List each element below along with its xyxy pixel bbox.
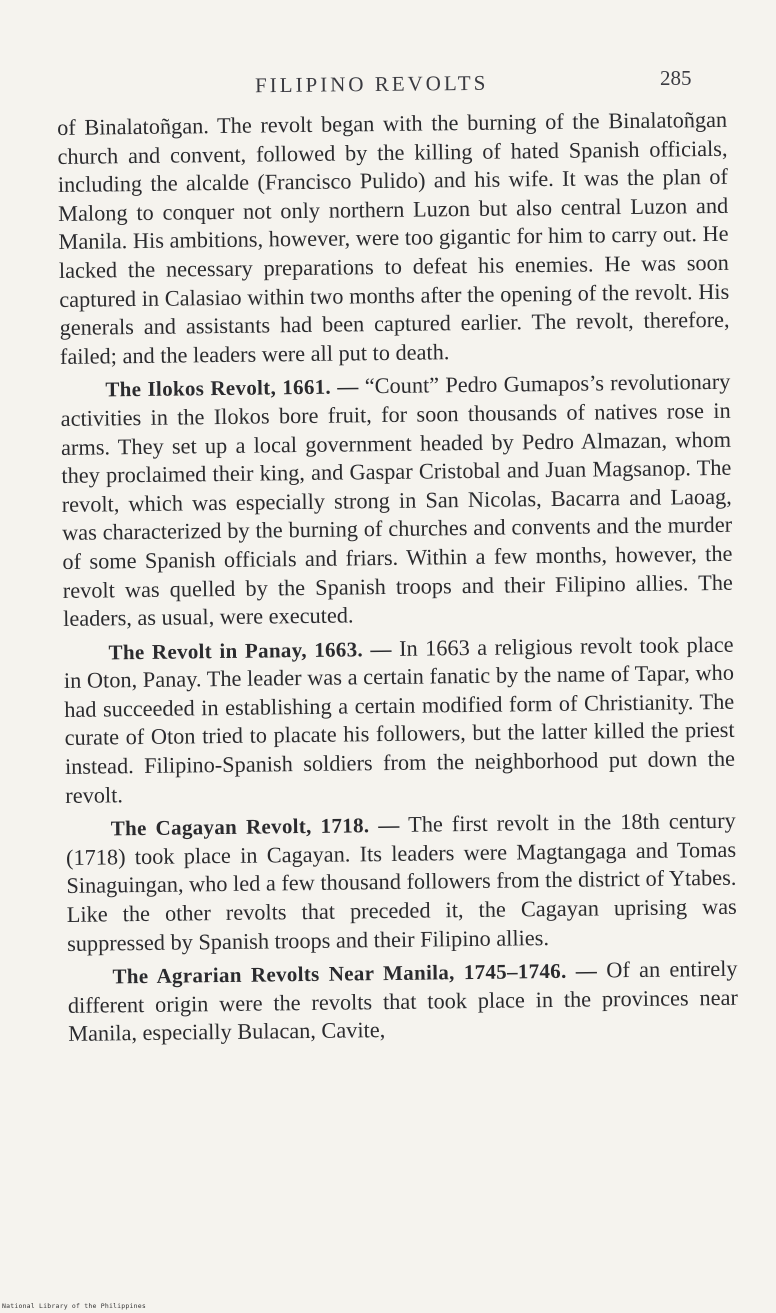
paragraph-binalatongan <box>57 106 730 372</box>
paragraph-text: Of an entirely different origin were the revolts that took place in the provinces near Manila, especially Bulacan, Cavite, <box>67 955 738 1047</box>
section-heading-agrarian: The Agrarian Revolts Near Manila, 1745–1746. — <box>112 958 598 989</box>
paragraph-panay-revolt <box>63 630 735 810</box>
paragraph-text: The first revolt in the 18th century (1718) took place in Cagayan. Its leaders were Magtangaga and Tomas Sinaguingan, who led a few thousand followers from the district of Ytabes. Like the other revolts that preceded it, the Cagayan uprising was suppressed by Spanish troops and their Filipino allies. <box>65 808 737 956</box>
paragraph-text: of Binalatoñgan. The revolt began with the burning of the Binalatoñgan church and convent, followed by the killing of hated Spanish officials, including the alcalde (Francisco Pulido) and his wife. It was the plan of Malong to conquer not only northern Luzon but also central Luzon and Manila. His ambitions, however, were too gigantic for him to carry out. He lacked the necessary preparations to defeat his enemies. He was soon captured in Calasiao within two months after the opening of the revolt. His generals and assistants had been captured earlier. The revolt, therefore, failed; and the leaders were all put to death. <box>57 106 730 369</box>
paragraph-text: “Count” Pedro Gumapos’s revolutionary activities in the Ilokos bore fruit, for soon thousands of natives rose in arms. They set up a local government headed by Pedro Almazan, whom they proclaimed their king, and Gaspar Cristobal and Juan Magsanop. The revolt, which was especially strong in San Nicolas, Bacarra and Laoag, was characterized by the burning of churches and convents and the murder of some Spanish officials and friars. Within a few months, however, the revolt was quelled by the Spanish troops and their Filipino allies. The leaders, as usual, were executed. <box>60 369 733 632</box>
library-credit: National Library of the Philippines <box>2 1302 146 1310</box>
paragraph-agrarian-revolts <box>67 955 738 1049</box>
paragraph-cagayan-revolt <box>66 807 738 958</box>
body-text <box>57 106 738 1054</box>
paragraph-ilokos-revolt <box>60 368 733 634</box>
section-heading-ilokos: The Ilokos Revolt, 1661. — <box>105 374 359 402</box>
section-heading-panay: The Revolt in Panay, 1663. — <box>108 636 392 665</box>
paragraph-text: In 1663 a religious revolt took place in Oton, Panay. The leader was a certain fanatic by the name of Tapar, who had succeeded in establishing a certain modified form of Christianity. The curate of Oton tried to placate his followers, but the latter killed the priest instead. Filipino-Spanish soldiers from the neighborhood put down the revolt. <box>63 631 736 808</box>
running-head <box>0 68 776 98</box>
running-title: FILIPINO REVOLTS <box>254 70 489 98</box>
page-number: 285 <box>660 66 692 90</box>
section-heading-cagayan: The Cagayan Revolt, 1718. — <box>110 813 400 841</box>
